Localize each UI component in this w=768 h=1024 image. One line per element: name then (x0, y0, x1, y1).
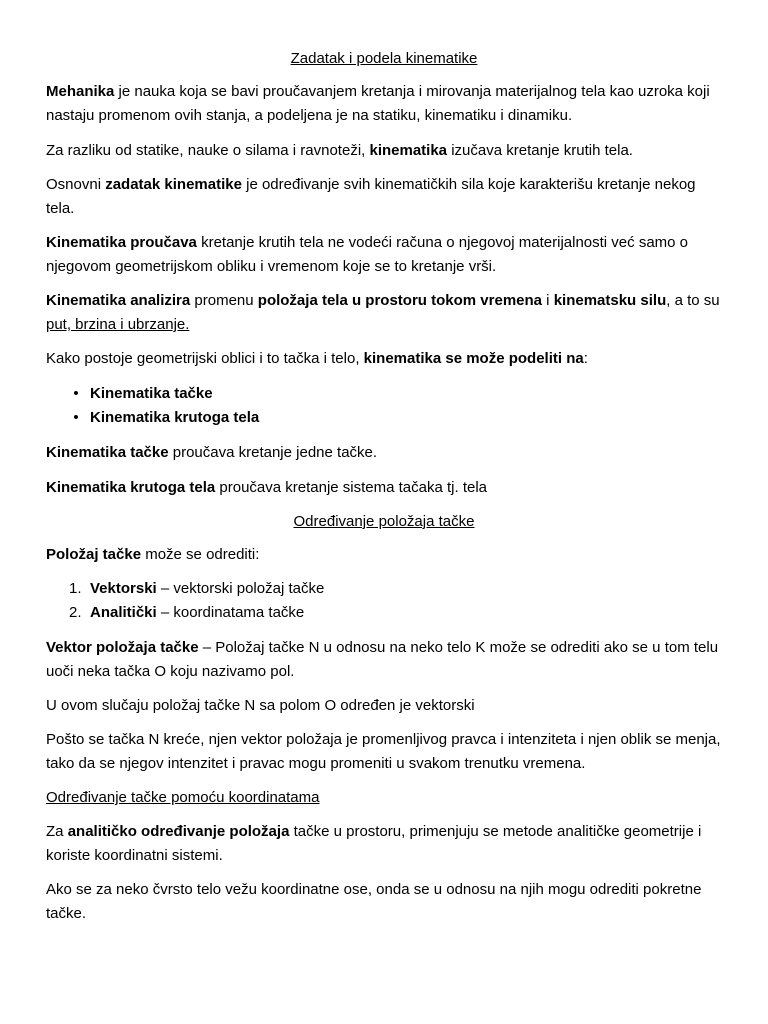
text: proučava kretanje sistema tačaka tj. tela (215, 479, 488, 496)
numbered-item (90, 577, 730, 601)
section-heading (0, 510, 768, 534)
paragraph-krutoga-tela (46, 476, 726, 500)
term-krutoga-tela: Kinematika krutoga tela (46, 479, 216, 496)
term-polozaj-tela: položaja tela u prostoru tokom vremena (257, 292, 543, 309)
text: – koordinatama tačke (156, 604, 305, 621)
term-kinematika: kinematika (369, 142, 448, 159)
text: je određivanje svih kinematičkih sila koje karakterišu kretanje nekog tela. (46, 176, 696, 217)
paragraph-slucaj (46, 694, 726, 718)
text: izučava kretanje krutih tela. (447, 142, 633, 159)
term-proucava: Kinematika proučava (46, 234, 197, 251)
subsection-heading-text: Određivanje tačke pomoću koordinatama (46, 789, 320, 806)
term-kinematska-sila: kinematsku silu (553, 292, 667, 309)
paragraph-analiticko (46, 820, 726, 868)
bullet-icon: • (73, 385, 79, 402)
text: može se odrediti: (141, 546, 260, 563)
text: tačke u prostoru, primenjuju se metode analitičke geometrije i koriste koordinatni sistemi. (46, 823, 702, 864)
term-vektor-polozaja: Vektor položaja tačke (46, 639, 199, 656)
text: – Položaj tačke N u odnosu na neko telo K može se odrediti ako se u tom telu uoči neka tačka O koju nazivamo pol. (46, 639, 719, 680)
bullet-item (90, 382, 730, 406)
term-analiticko: analitičko određivanje položaja (67, 823, 290, 840)
text: i (542, 292, 554, 309)
paragraph-analizira (46, 289, 726, 337)
term-kinematika-tacke: Kinematika tačke (46, 444, 169, 461)
text: Za (46, 823, 68, 840)
term-analizira: Kinematika analizira (46, 292, 191, 309)
section-heading-text: Određivanje položaja tačke (293, 513, 475, 530)
list-number: 1. (69, 580, 82, 597)
paragraph-kinematika-tacke (46, 441, 726, 465)
text: – vektorski položaj tačke (156, 580, 325, 597)
bullet-item-label: Kinematika krutoga tela (90, 409, 260, 426)
paragraph-mehanika (46, 80, 726, 128)
paragraph-zadatak (46, 173, 726, 221)
term-zadatak: zadatak kinematike (105, 176, 242, 193)
text: promenu (190, 292, 258, 309)
text: , a to su (666, 292, 720, 309)
bullet-item (90, 406, 730, 430)
paragraph-koordinatne-ose (46, 878, 726, 926)
list-number: 2. (69, 604, 82, 621)
text: Kako postoje geometrijski oblici i to tačka i telo, (46, 350, 364, 367)
paragraph-podela (46, 347, 726, 371)
bullet-item-label: Kinematika tačke (90, 385, 213, 402)
term-polozaj: Položaj tačke (46, 546, 142, 563)
text: kretanje krutih tela ne vodeći računa o njegovoj materijalnosti već samo o njegovom geometrijskom obliku i vremenom koje se to kretanje vrši. (46, 234, 689, 275)
bullet-icon: • (73, 409, 79, 426)
term-analiticki: Analitički (90, 604, 157, 621)
paragraph-proucava (46, 231, 726, 279)
text: : (583, 350, 588, 367)
underlined-phrase: put, brzina i ubrzanje. (46, 316, 190, 333)
text: Za razliku od statike, nauke o silama i ravnoteži, (46, 142, 370, 159)
title-text: Zadatak i podela kinematike (290, 50, 478, 67)
text: proučava kretanje jedne tačke. (168, 444, 378, 461)
text: Pošto se tačka N kreće, njen vektor položaja je promenljivog pravca i intenziteta i njen oblik se menja, tako da se njegov intenzitet i pravac mogu promeniti u svakom trenutku vremena. (46, 731, 721, 772)
text: Ako se za neko čvrsto telo vežu koordinatne ose, onda se u odnosu na njih mogu odrediti pokretne tačke. (46, 881, 702, 922)
term-podela: kinematika se može podeliti na (363, 350, 584, 367)
term-mehanika: Mehanika (46, 83, 115, 100)
paragraph-vektor-polozaja (46, 636, 726, 684)
numbered-item (90, 601, 730, 625)
term-vektorski: Vektorski (90, 580, 157, 597)
paragraph-polozaj (46, 543, 726, 567)
paragraph-krece (46, 728, 726, 776)
paragraph-kinematika-intro (46, 139, 726, 163)
text: je nauka koja se bavi proučavanjem kretanja i mirovanja materijalnog tela kao uzroka koji nastaju promenom ovih stanja, a podeljena je na statiku, kinematiku i dinamiku. (46, 83, 710, 124)
text: Osnovni (46, 176, 106, 193)
document-title (0, 47, 768, 71)
text: U ovom slučaju položaj tačke N sa polom O određen je vektorski (46, 697, 475, 714)
subsection-heading (46, 786, 726, 810)
